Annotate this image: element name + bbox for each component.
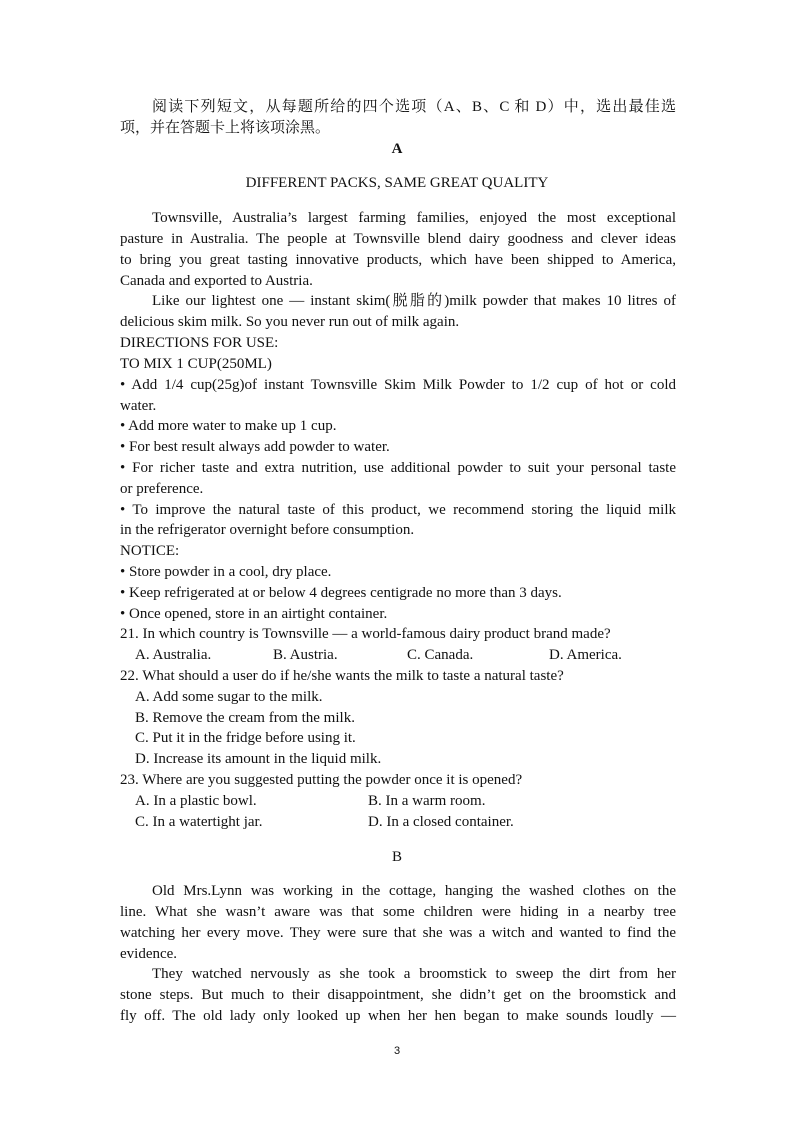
notice-item: • Keep refrigerated at or below 4 degrees centigrade no more than 3 days. [120,585,562,601]
passage-b-para2-line: fly off. The old lady only looked up when her hen began to make sounds loudly — [120,1008,676,1024]
option-a[interactable]: A. In a plastic bowl. [135,793,257,809]
option-b[interactable]: B. Remove the cream from the milk. [135,710,355,726]
option-d[interactable]: D. In a closed container. [368,814,514,830]
notice-item: • Once opened, store in an airtight container. [120,606,388,622]
passage-b-para1-line: evidence. [120,946,178,962]
option-c[interactable]: C. Canada. [407,647,474,663]
question-22-stem: 22. What should a user do if he/she wants the milk to taste a natural taste? [120,668,564,684]
option-d[interactable]: D. America. [549,647,622,663]
notice-item: • Store powder in a cool, dry place. [120,564,332,580]
passage-b-para1-line: watching her every move. They were sure that she was a witch and wanted to find the [120,925,676,941]
passage-a-para1-line: to bring you great tasting innovative products, which have been shipped to America, [120,252,676,268]
notice-heading: NOTICE: [120,543,180,559]
direction-bullet-cont: or preference. [120,481,204,497]
section-a-label: A [391,141,403,157]
passage-a-para1-line: pasture in Australia. The people at Townsville blend dairy goodness and clever ideas [120,231,676,247]
passage-a-para1-line: Canada and exported to Austria. [120,273,313,289]
passage-a-para2-line: delicious skim milk. So you never run out of milk again. [120,314,460,330]
direction-bullet: • For richer taste and extra nutrition, use additional powder to suit your personal taste [120,460,676,476]
direction-bullet-cont: in the refrigerator overnight before consumption. [120,522,415,538]
mix-heading: TO MIX 1 CUP(250ML) [120,356,272,372]
passage-a-title: DIFFERENT PACKS, SAME GREAT QUALITY [245,175,549,191]
question-23-stem: 23. Where are you suggested putting the powder once it is opened? [120,772,523,788]
option-d[interactable]: D. Increase its amount in the liquid milk. [135,751,382,767]
option-b[interactable]: B. In a warm room. [368,793,486,809]
option-c[interactable]: C. In a watertight jar. [135,814,263,830]
passage-a-para2-line: Like our lightest one — instant skim(脱脂的)milk powder that makes 10 litres of [152,293,676,309]
directions-heading: DIRECTIONS FOR USE: [120,335,279,351]
direction-bullet: • To improve the natural taste of this product, we recommend storing the liquid milk [120,502,676,518]
direction-bullet: • Add 1/4 cup(25g)of instant Townsville Skim Milk Powder to 1/2 cup of hot or cold [120,377,676,393]
section-b-label: B [391,849,402,865]
option-c[interactable]: C. Put it in the fridge before using it. [135,730,356,746]
instructions-line-2: 项，并在答题卡上将该项涂黑。 [120,120,331,136]
passage-b-para2-line: They watched nervously as she took a broomstick to sweep the dirt from her [152,966,676,982]
question-23-options-row1 [135,791,676,812]
passage-b-para2-line: stone steps. But much to their disappointment, she didn’t get on the broomstick and [120,987,676,1003]
direction-bullet: • For best result always add powder to water. [120,439,390,455]
passage-b-para1-line: Old Mrs.Lynn was working in the cottage, hanging the washed clothes on the [152,883,676,899]
question-21-options [135,645,676,666]
passage-b-para1-line: line. What she wasn’t aware was that some children were hiding in a nearby tree [120,904,676,920]
question-23-options-row2 [135,812,676,833]
direction-bullet-cont: water. [120,398,157,414]
instructions-line-1: 阅读下列短文，从每题所给的四个选项（A、B、C 和 D）中，选出最佳选 [152,99,676,115]
direction-bullet: • Add more water to make up 1 cup. [120,418,337,434]
option-a[interactable]: A. Add some sugar to the milk. [135,689,323,705]
option-a[interactable]: A. Australia. [135,647,212,663]
page-number: 3 [393,1045,401,1057]
passage-a-para1-line: Townsville, Australia’s largest farming families, enjoyed the most exceptional [152,210,676,226]
option-b[interactable]: B. Austria. [273,647,338,663]
question-21-stem: 21. In which country is Townsville — a world-famous dairy product brand made? [120,626,611,642]
